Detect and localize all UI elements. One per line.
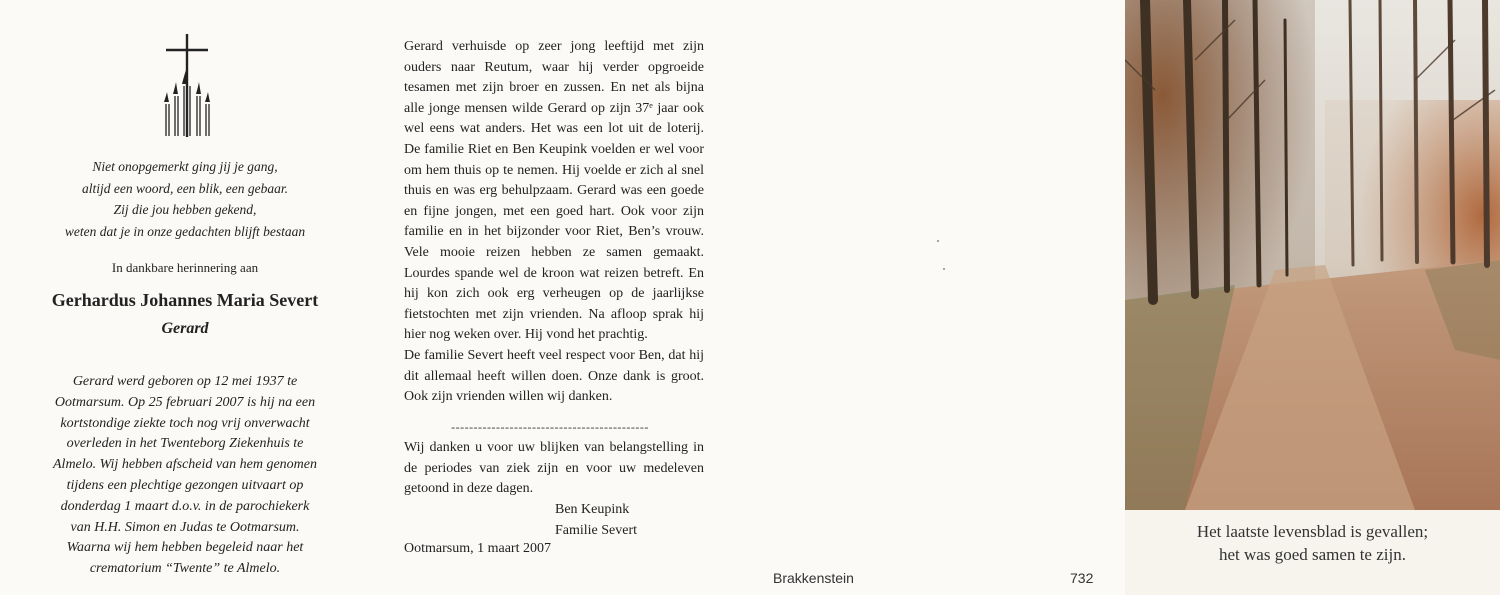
- cross-candles-icon: [160, 32, 215, 142]
- remembrance-intro: In dankbare herinnering aan: [111, 260, 259, 275]
- poem-line: altijd een woord, een blik, een gebaar.: [81, 180, 289, 196]
- bio-line: kortstondige ziekte toch nog vrij onverwacht: [60, 415, 310, 431]
- deceased-nickname: Gerard: [161, 320, 209, 337]
- caption-line: het was goed samen te zijn.: [1219, 545, 1406, 564]
- story-paragraph: De familie Severt heeft veel respect voor Ben, dat hij dit allemaal heeft willen doen. Onze dank is groot. Ook zijn vrienden willen wij danken.: [404, 347, 704, 405]
- card-story-panel: [370, 0, 745, 595]
- card-number: 732: [1070, 570, 1094, 586]
- bio-line: Gerard werd geboren op 12 mei 1937 te: [72, 374, 298, 389]
- bio-line: tijdens een plechtige gezongen uitvaart op: [66, 477, 304, 493]
- separator-line: --------------------------------------------: [451, 420, 649, 434]
- photo-caption: [1125, 520, 1500, 566]
- autumn-forest-photo: [1125, 0, 1500, 510]
- speck: [943, 268, 945, 270]
- place-date: Ootmarsum, 1 maart 2007: [404, 541, 551, 556]
- bio-line: Ootmarsum. Op 25 februari 2007 is hij na een: [54, 394, 316, 410]
- memorial-poem: [20, 156, 350, 242]
- deceased-full-name: Gerhardus Johannes Maria Severt: [51, 290, 319, 310]
- bio-line: Waarna wij hem hebben begeleid naar het: [66, 540, 304, 556]
- poem-line: Zij die jou hebben gekend,: [113, 202, 257, 217]
- life-story: [404, 37, 704, 408]
- publisher-name: Brakkenstein: [773, 570, 854, 586]
- bio-line: van H.H. Simon en Judas te Ootmarsum.: [70, 519, 300, 535]
- thanks-text: Wij danken u voor uw blijken van belangstelling in de periodes van ziek zijn en voor uw medeleven getoond in deze dagen.: [404, 440, 704, 497]
- bio-line: overleden in het Twenteborg Ziekenhuis te: [66, 436, 304, 452]
- story-paragraph: Gerard verhuisde op zeer jong leeftijd met zijn ouders naar Reutum, waar hij verder opgroeide tesamen met zijn broer en zussen. En net als bijna alle jonge mensen wilde Gerard op zijn 37ᵉ jaar ook wel eens wat anders. Het was een lot uit de loterij. De familie Riet en Ben Keupink voelden er wel voor om hem thuis op te nemen. Hij voelde er zich al snel thuis en was erg behulpzaam. Gerard was een goede en fijne jongen, met een goed hart. Ook voor zijn familie en in het bijzonder voor Riet, Ben’s vrouw. Vele mooie reizen hebben ze samen gemaakt. Lourdes spande wel de kroon wat reizen betreft. En hij kon zich ook erg verheugen op de jaarlijkse fietstochten met zijn vrienden. Na afloop sprak hij hier nog weken over. Hij vond het prachtig.: [404, 39, 704, 343]
- bio-line: donderdag 1 maart d.o.v. in de parochiekerk: [60, 498, 310, 514]
- bio-line: crematorium “Twente” te Almelo.: [89, 561, 281, 577]
- blank-panel: [745, 0, 1125, 595]
- card-front-panel: [0, 0, 370, 595]
- signatories: [555, 500, 637, 541]
- caption-line: Het laatste levensblad is gevallen;: [1196, 522, 1429, 541]
- bio-line: Almelo. Wij hebben afscheid van hem genomen: [53, 457, 317, 473]
- poem-line: Niet onopgemerkt ging jij je gang,: [92, 159, 278, 174]
- speck: [937, 240, 939, 242]
- biography: [30, 372, 340, 580]
- poem-line: weten dat je in onze gedachten blijft bestaan: [64, 223, 306, 239]
- signatory: Ben Keupink: [555, 502, 630, 517]
- signatory: Familie Severt: [555, 522, 638, 538]
